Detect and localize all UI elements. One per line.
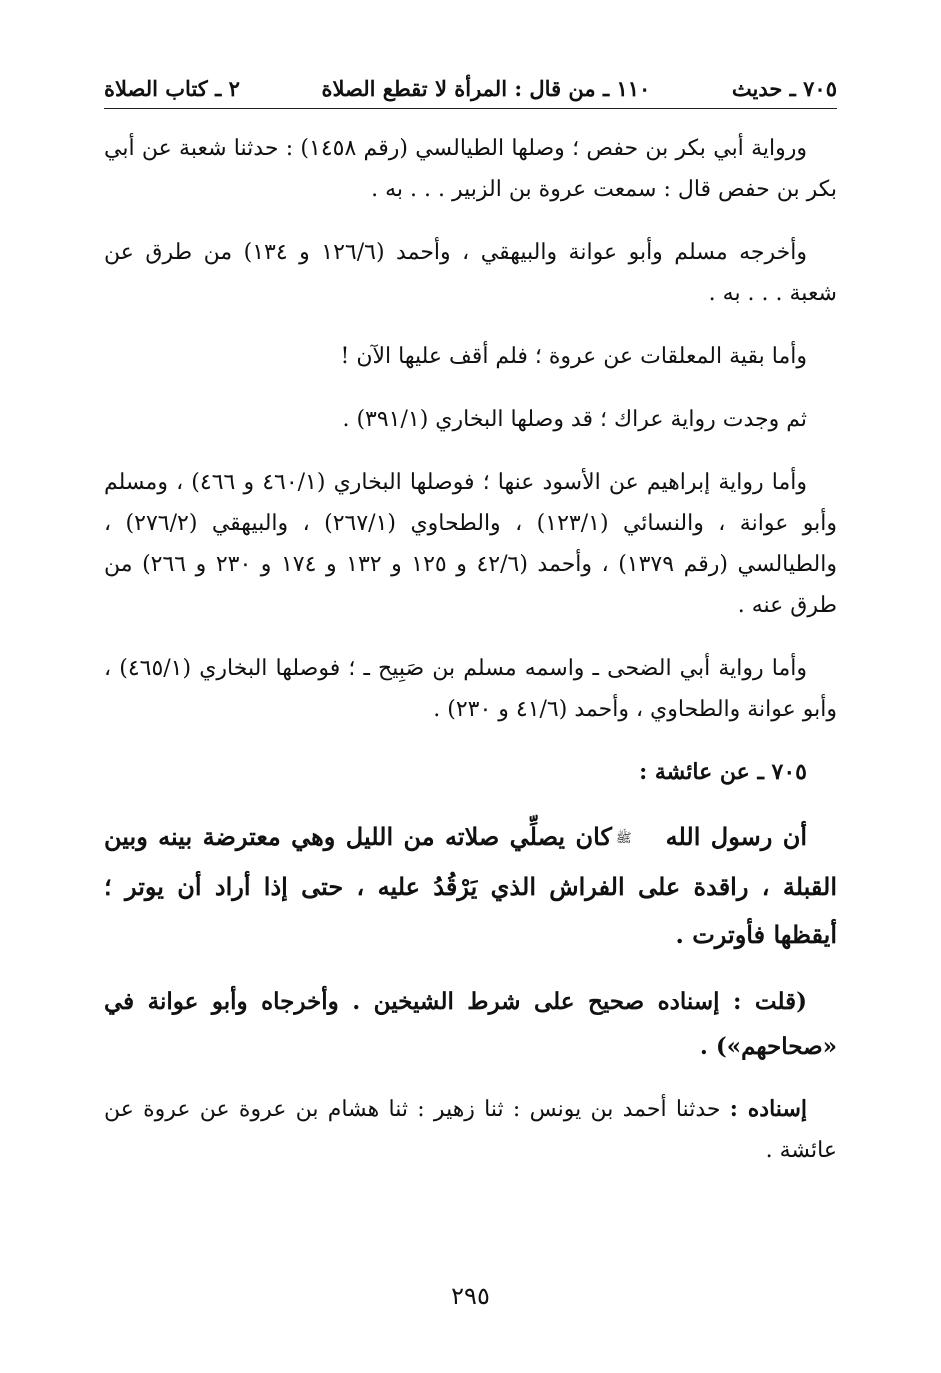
hadith-text bbox=[104, 813, 837, 959]
hadith-title: ٧٠٥ ـ عن عائشة : bbox=[639, 759, 807, 785]
paragraph-remaining-muallaqat: وأما بقية المعلقات عن عروة ؛ فلم أقف عليها الآن ! bbox=[340, 344, 807, 369]
isnad-label: إسناده : bbox=[729, 1095, 807, 1122]
page-number: ٢٩٥ bbox=[451, 1282, 490, 1310]
isnad-text: حدثنا أحمد بن يونس : ثنا زهير : ثنا هشام بن عروة عن عروة عن عائشة . bbox=[104, 1096, 837, 1163]
paragraph-irak-narration: ثم وجدت رواية عراك ؛ قد وصلها البخاري (٣٩١/١) . bbox=[342, 407, 807, 432]
paragraph-ibrahim-narration: وأما رواية إبراهيم عن الأسود عنها ؛ فوصلها البخاري (٤٦٠/١ و ٤٦٦) ، ومسلم وأبو عوانة ، والنسائي (١٢٣/١) ، والطحاوي (٢٦٧/١) ، والبيهقي (٢٧٦/٢) ، والطيالسي (رقم ١٣٧٩) ، وأحمد (٤٢/٦ و ١٢٥ و ١٣٢ و ١٧٤ و ٢٣٠ و ٢٦٦) من طرق عنه . bbox=[104, 470, 837, 618]
header-section: ١١٠ ـ من قال : المرأة لا تقطع الصلاة bbox=[321, 75, 651, 101]
running-header bbox=[104, 68, 837, 109]
hadith-text-start: أن رسول الله bbox=[665, 822, 807, 851]
header-chapter: ٢ ـ كتاب الصلاة bbox=[104, 75, 240, 101]
hadith-text-rest: كان يصلِّي صلاته من الليل وهي معترضة بينه وبين القبلة ، راقدة على الفراش الذي يَرْقُدُ عليه ، حتى إذا أراد أن يوتر ؛ أيقظها فأوترت . bbox=[104, 822, 837, 949]
paragraph-muslim-extraction: وأخرجه مسلم وأبو عوانة والبيهقي ، وأحمد (١٢٦/٦ و ١٣٤) من طرق عن شعبة . . . به . bbox=[104, 240, 837, 306]
paragraph-abu-duha-narration: وأما رواية أبي الضحى ـ واسمه مسلم بن صَبِيح ـ ؛ فوصلها البخاري (٤٦٥/١) ، وأبو عوانة والطحاوي ، وأحمد (٤١/٦ و ٢٣٠) . bbox=[104, 656, 837, 722]
paragraph-abu-bakr-narration: ورواية أبي بكر بن حفص ؛ وصلها الطيالسي (رقم ١٤٥٨) : حدثنا شعبة عن أبي بكر بن حفص قال : سمعت عروة بن الزبير . . . به . bbox=[104, 136, 837, 202]
salutation-icon: ﷺ bbox=[615, 830, 632, 846]
grading-note: (قلت : إسناده صحيح على شرط الشيخين . وأخرجاه وأبو عوانة في «صحاحهم») . bbox=[104, 987, 837, 1060]
header-hadith-number: ٧٠٥ ـ حديث bbox=[731, 75, 837, 101]
page-body bbox=[104, 128, 837, 1193]
isnad-paragraph bbox=[104, 1089, 837, 1171]
